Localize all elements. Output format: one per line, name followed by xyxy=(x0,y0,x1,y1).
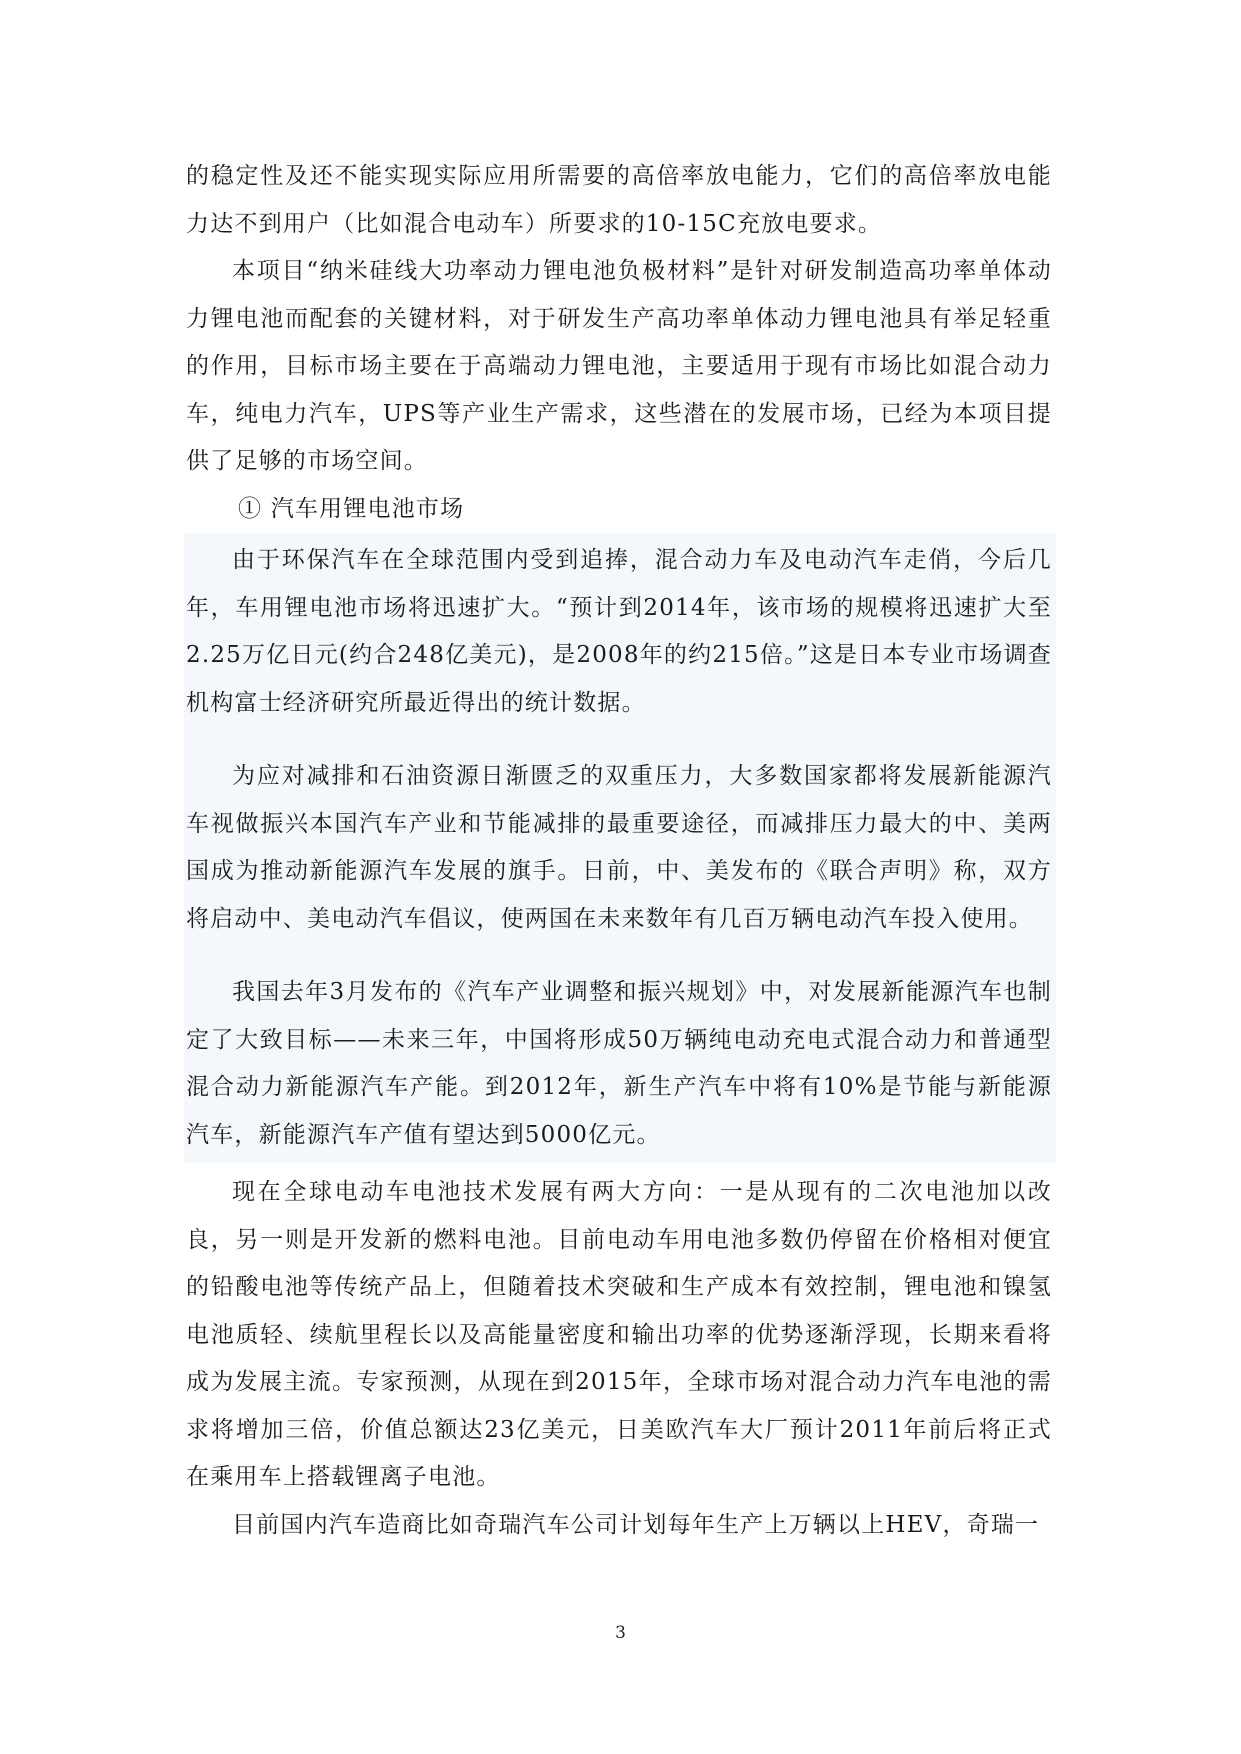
paragraph-continuation: 的稳定性及还不能实现实际应用所需要的高倍率放电能力，它们的高倍率放电能力达不到用户（比如混合电动车）所要求的10-15C充放电要求。 xyxy=(186,163,1052,237)
highlighted-quote-block xyxy=(184,533,1056,1163)
paragraph-market-forecast: 由于环保汽车在全球范围内受到追捧，混合动力车及电动汽车走俏，今后几年，车用锂电池市场将迅速扩大。“预计到2014年，该市场的规模将迅速扩大至2.25万亿日元(约合248亿美元)，是2008年的约215倍。”这是日本专业市场调查机构富士经济研究所最近得出的统计数据。 xyxy=(186,547,1052,716)
section-heading-auto-battery-market: ① 汽车用锂电池市场 xyxy=(238,495,465,522)
paragraph-battery-tech-directions: 现在全球电动车电池技术发展有两大方向：一是从现有的二次电池加以改良，另一则是开发新的燃料电池。目前电动车用电池多数仍停留在价格相对便宜的铅酸电池等传统产品上，但随着技术突破和生产成本有效控制，锂电池和镍氢电池质轻、续航里程长以及高能量密度和输出功率的优势逐渐浮现，长期来看将成为发展主流。专家预测，从现在到2015年，全球市场对混合动力汽车电池的需求将增加三倍，价值总额达23亿美元，日美欧汽车大厂预计2011年前后将正式在乘用车上搭载锂离子电池。 xyxy=(186,1179,1052,1490)
paragraph-emission-pressure: 为应对减排和石油资源日渐匮乏的双重压力，大多数国家都将发展新能源汽车视做振兴本国汽车产业和节能减排的最重要途径，而减排压力最大的中、美两国成为推动新能源汽车发展的旗手。日前，中、美发布的《联合声明》称，双方将启动中、美电动汽车倡议，使两国在未来数年有几百万辆电动汽车投入使用。 xyxy=(186,763,1052,932)
paragraph-china-plan: 我国去年3月发布的《汽车产业调整和振兴规划》中，对发展新能源汽车也制定了大致目标——未来三年，中国将形成50万辆纯电动充电式混合动力和普通型混合动力新能源汽车产能。到2012年，新生产汽车中将有10%是节能与新能源汽车，新能源汽车产值有望达到5000亿元。 xyxy=(186,979,1052,1148)
paragraph-domestic-manufacturers: 目前国内汽车造商比如奇瑞汽车公司计划每年生产上万辆以上HEV，奇瑞一 xyxy=(232,1511,1040,1538)
page-number: 3 xyxy=(615,1623,626,1643)
page-body xyxy=(186,153,1052,1549)
paragraph-project-intro: 本项目“纳米硅线大功率动力锂电池负极材料”是针对研发制造高功率单体动力锂电池而配套的关键材料，对于研发生产高功率单体动力锂电池具有举足轻重的作用，目标市场主要在于高端动力锂电池，主要适用于现有市场比如混合动力车，纯电力汽车，UPS等产业生产需求，这些潜在的发展市场，已经为本项目提供了足够的市场空间。 xyxy=(186,258,1052,474)
